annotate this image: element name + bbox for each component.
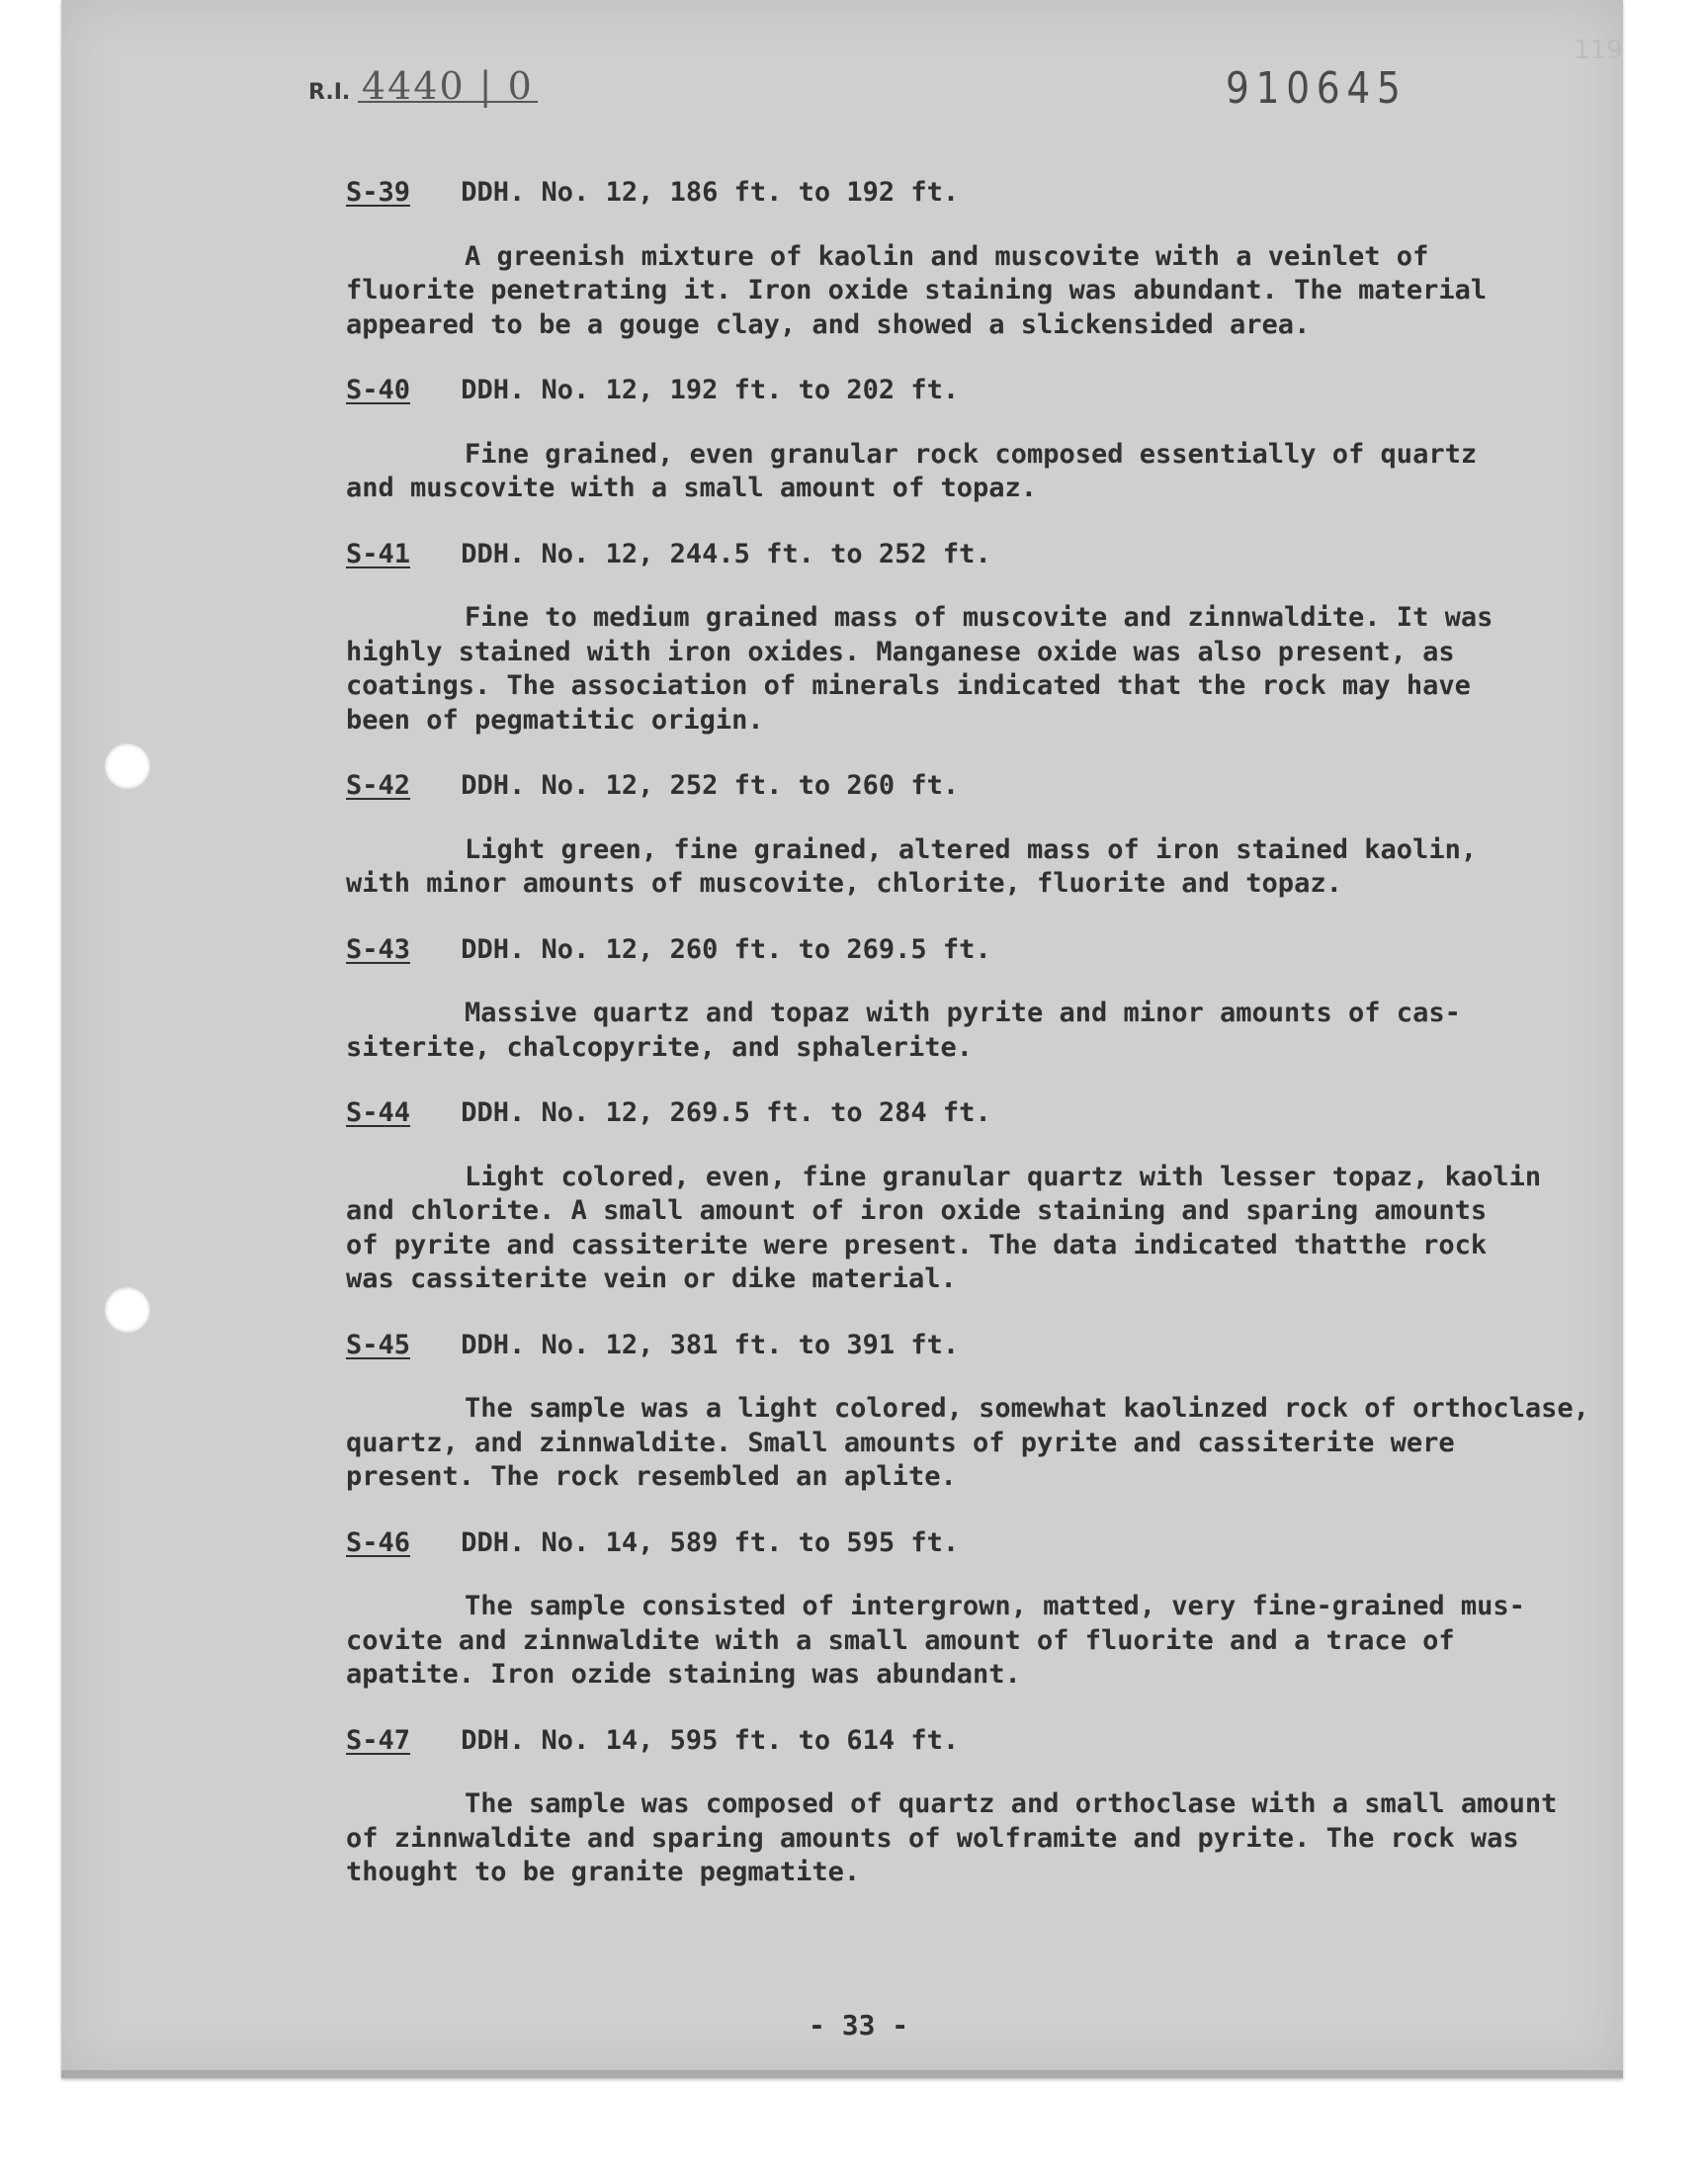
entry-heading bbox=[346, 1724, 1621, 1759]
sample-entry-s41 bbox=[346, 538, 1621, 739]
sample-description: Fine to medium grained mass of muscovite and zinnwaldite. It was highly stained with iron oxides. Manganese oxide was also present, as coatings. The association of minerals indicated that the rock may have been of pegmatitic origin. bbox=[346, 602, 1494, 736]
ri-label: R.I. bbox=[308, 80, 351, 105]
drill-hole-location: DDH. No. 12, 269.5 ft. to 284 ft. bbox=[461, 1097, 991, 1128]
ri-handwritten-number: 4440 | 0 bbox=[358, 71, 538, 103]
sample-code: S-47 bbox=[346, 1724, 411, 1756]
sample-description: Light colored, even, fine granular quartz with lesser topaz, kaolin and chlorite. A small amount of iron oxide staining and sparing amounts of pyrite and cassiterite were present. The data indicated thatthe rock was cassiterite vein or dike material. bbox=[346, 1161, 1542, 1294]
sample-code: S-41 bbox=[346, 538, 411, 569]
entry-heading bbox=[346, 1329, 1621, 1363]
punch-hole-top bbox=[105, 743, 150, 789]
sample-code: S-46 bbox=[346, 1526, 411, 1558]
sample-entry-s40 bbox=[346, 374, 1621, 506]
sample-entry-s47 bbox=[346, 1724, 1621, 1890]
sample-code: S-44 bbox=[346, 1097, 411, 1128]
sample-entry-s45 bbox=[346, 1329, 1621, 1495]
ri-number bbox=[308, 64, 538, 108]
sample-entry-s46 bbox=[346, 1526, 1621, 1693]
sample-description: The sample was a light colored, somewhat kaolinzed rock of orthoclase, quartz, and zinnwaldite. Small amounts of pyrite and cassiterite were present. The rock resembled an aplite. bbox=[346, 1393, 1589, 1492]
page-number: - 33 - bbox=[809, 2009, 909, 2042]
drill-hole-location: DDH. No. 12, 260 ft. to 269.5 ft. bbox=[461, 933, 991, 965]
sample-code: S-39 bbox=[346, 177, 411, 208]
corner-mark: 119 bbox=[1574, 36, 1623, 65]
entry-heading bbox=[346, 176, 1621, 211]
sample-description: Fine grained, even granular rock composed essentially of quartz and muscovite with a small amount of topaz. bbox=[346, 438, 1478, 503]
drill-hole-location: DDH. No. 12, 252 ft. to 260 ft. bbox=[461, 770, 960, 801]
entry-heading bbox=[346, 1096, 1621, 1131]
document-body bbox=[346, 176, 1621, 1922]
sample-code: S-45 bbox=[346, 1329, 411, 1360]
drill-hole-location: DDH. No. 14, 589 ft. to 595 ft. bbox=[461, 1526, 960, 1558]
punch-hole-bottom bbox=[105, 1287, 150, 1333]
sample-description: A greenish mixture of kaolin and muscovite with a veinlet of fluorite penetrating it. Iron oxide staining was abundant. The material appeared to be a gouge clay, and showed a slickensided area. bbox=[346, 240, 1488, 340]
drill-hole-location: DDH. No. 14, 595 ft. to 614 ft. bbox=[461, 1724, 960, 1756]
sample-entry-s44 bbox=[346, 1096, 1621, 1297]
entry-heading bbox=[346, 933, 1621, 968]
entry-heading bbox=[346, 1526, 1621, 1561]
sample-description: The sample consisted of intergrown, matted, very fine-grained mus- covite and zinnwaldite with a small amount of fluorite and a trace of apatite. Iron ozide staining was abundant. bbox=[346, 1591, 1525, 1690]
drill-hole-location: DDH. No. 12, 244.5 ft. to 252 ft. bbox=[461, 538, 991, 569]
sample-entry-s43 bbox=[346, 933, 1621, 1066]
sample-entry-s42 bbox=[346, 769, 1621, 902]
sample-description: Massive quartz and topaz with pyrite and minor amounts of cas- siterite, chalcopyrite, and sphalerite. bbox=[346, 998, 1461, 1063]
sample-code: S-43 bbox=[346, 933, 411, 965]
document-number: 910645 bbox=[1226, 63, 1408, 114]
sample-entry-s39 bbox=[346, 176, 1621, 342]
entry-heading bbox=[346, 538, 1621, 572]
drill-hole-location: DDH. No. 12, 186 ft. to 192 ft. bbox=[461, 177, 960, 208]
sample-code: S-42 bbox=[346, 770, 411, 801]
drill-hole-location: DDH. No. 12, 192 ft. to 202 ft. bbox=[461, 375, 960, 405]
sample-description: Light green, fine grained, altered mass of iron stained kaolin, with minor amounts of muscovite, chlorite, fluorite and topaz. bbox=[346, 833, 1478, 899]
entry-heading bbox=[346, 769, 1621, 804]
drill-hole-location: DDH. No. 12, 381 ft. to 391 ft. bbox=[461, 1329, 960, 1360]
sample-code: S-40 bbox=[346, 375, 411, 405]
sample-description: The sample was composed of quartz and orthoclase with a small amount of zinnwaldite and sparing amounts of wolframite and pyrite. The rock was thought to be granite pegmatite. bbox=[346, 1788, 1558, 1887]
entry-heading bbox=[346, 374, 1621, 408]
